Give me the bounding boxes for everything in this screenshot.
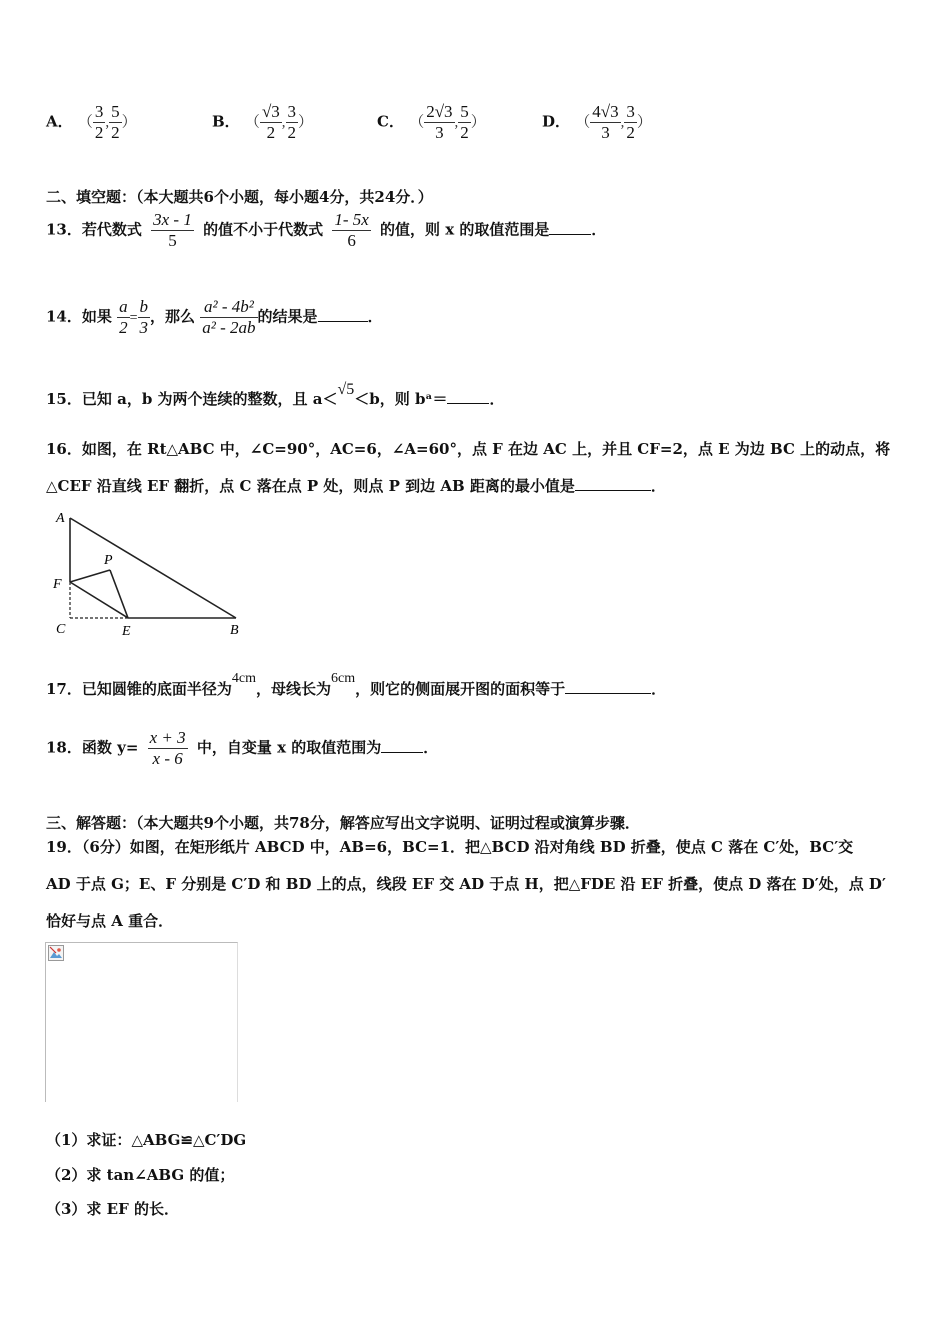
fraction: $\frac{√3}{2}$ (261, 102, 280, 142)
label-p: P (104, 553, 113, 568)
answer-blank[interactable] (565, 679, 651, 694)
question-number: 16． (46, 440, 82, 458)
answer-blank[interactable] (575, 476, 651, 491)
question-19-line-3: 恰好与点 A 重合． (46, 912, 174, 930)
question-number: 15． (46, 390, 82, 408)
fraction-18: $\frac{x + 3}{x - 6}$ (149, 728, 186, 768)
label-c: C (56, 622, 66, 637)
question-19-line-1: 19．（6分）如图，在矩形纸片 ABCD 中，AB=6，BC=1．把△BCD 沿对角线 BD 折叠，使点 C 落在 C′处，BC′交 (46, 838, 854, 856)
triangle-figure (46, 506, 246, 640)
question-14: 14．如果 $\frac{a}{2}$ = $\frac{b}{3}$ ，那么 $\frac{\text{a² - 4b²}}{\text{a² - 2ab}}$ 的结果是 ． (46, 297, 383, 337)
side-ab (70, 518, 236, 618)
fraction: $\frac{5}{2}$ (460, 102, 469, 142)
question-number: 18． (46, 738, 82, 757)
question-19-part-3: （3）求 EF 的长． (46, 1200, 179, 1218)
fraction: $\frac{4√3}{3}$ (592, 102, 619, 142)
radius-value: 4cm (231, 671, 256, 686)
answer-blank[interactable] (447, 389, 489, 404)
section-3-heading: 三、解答题：（本大题共9个小题，共78分，解答应写出文字说明、证明过程或演算步骤． (46, 814, 640, 832)
option-d: D． （ $\frac{4√3}{3}$ , $\frac{3}{2}$ ） (542, 102, 652, 142)
label-f: F (53, 577, 62, 592)
question-19-part-1: （1）求证：△ABG≌△C′DG (46, 1131, 247, 1149)
question-13: 13．若代数式 $\frac{3x - 1}{5}$ 的值不小于代数式 $\frac{1- 5x}{6}$ 的值，则 x 的取值范围是 ． (46, 210, 607, 250)
question-number: 14． (46, 307, 82, 326)
option-c: C． （ $\frac{2√3}{3}$ , $\frac{5}{2}$ ） (377, 102, 486, 142)
label-e: E (122, 624, 131, 639)
question-19-line-2: AD 于点 G；E、F 分别是 C′D 和 BD 上的点，线段 EF 交 AD 于点 H，把△FDE 沿 EF 折叠，使点 D 落在 D′处，点 D′ (46, 875, 886, 893)
sqrt-5: √5 (337, 381, 355, 398)
segment-pe (110, 570, 128, 618)
answer-blank[interactable] (381, 738, 423, 753)
fraction-13a: $\frac{3x - 1}{5}$ (153, 210, 192, 250)
fraction-14b: $\frac{b}{3}$ (139, 297, 149, 337)
fraction: $\frac{5}{2}$ (111, 102, 120, 142)
question-number: 17． (46, 680, 82, 698)
section-2-heading: 二、填空题：（本大题共6个小题，每小题4分，共24分．） (46, 188, 433, 206)
option-label: C． (377, 112, 404, 131)
broken-image-icon (48, 945, 64, 961)
question-19-part-2: （2）求 tan∠ABG 的值； (46, 1166, 235, 1184)
fraction: $\frac{3}{2}$ (626, 102, 635, 142)
option-label: D． (542, 112, 571, 131)
question-16-line-2: △CEF 沿直线 EF 翻折，点 C 落在点 P 处，则点 P 到边 AB 距离的最小值是 ． (46, 477, 666, 495)
question-17: 17．已知圆锥的底面半径为4cm，母线长为6cm，则它的侧面展开图的面积等于 ． (46, 671, 667, 698)
image-placeholder (45, 942, 238, 1102)
fraction-14c: $\frac{\text{a² - 4b²}}{\text{a² - 2ab}}$ (202, 297, 256, 337)
question-15: 15．已知 a，b 为两个连续的整数，且 a＜√5＜b，则 bᵃ＝ ． (46, 381, 505, 408)
fraction-14a: $\frac{a}{2}$ (119, 297, 128, 337)
option-label: B． (212, 112, 240, 131)
answer-blank[interactable] (318, 307, 368, 322)
label-a: A (56, 511, 65, 526)
fraction: $\frac{2√3}{3}$ (426, 102, 453, 142)
question-16-line-1: 16．如图，在 Rt△ABC 中，∠C=90°，AC=6，∠A=60°，点 F 在边 AC 上，并且 CF=2，点 E 为边 BC 上的动点，将 (46, 440, 891, 458)
fraction: $\frac{3}{2}$ (287, 102, 297, 142)
option-a: A． （ $\frac{3}{2}$ , $\frac{5}{2}$ ） (46, 102, 137, 142)
question-number: 13． (46, 220, 82, 239)
fraction: $\frac{3}{2}$ (94, 102, 104, 142)
segment-fp (70, 570, 110, 582)
slant-value: 6cm (331, 671, 356, 686)
answer-blank[interactable] (549, 220, 591, 235)
option-label: A． (46, 112, 73, 131)
option-b: B． （ $\frac{√3}{2}$ , $\frac{3}{2}$ ） (212, 102, 314, 142)
question-18: 18．函数 y= $\frac{x + 3}{x - 6}$ 中，自变量 x 的取值范围为 ． (46, 728, 439, 768)
segment-fe (70, 582, 128, 618)
fraction-13b: $\frac{1- 5x}{6}$ (334, 210, 369, 250)
label-b: B (230, 623, 239, 638)
